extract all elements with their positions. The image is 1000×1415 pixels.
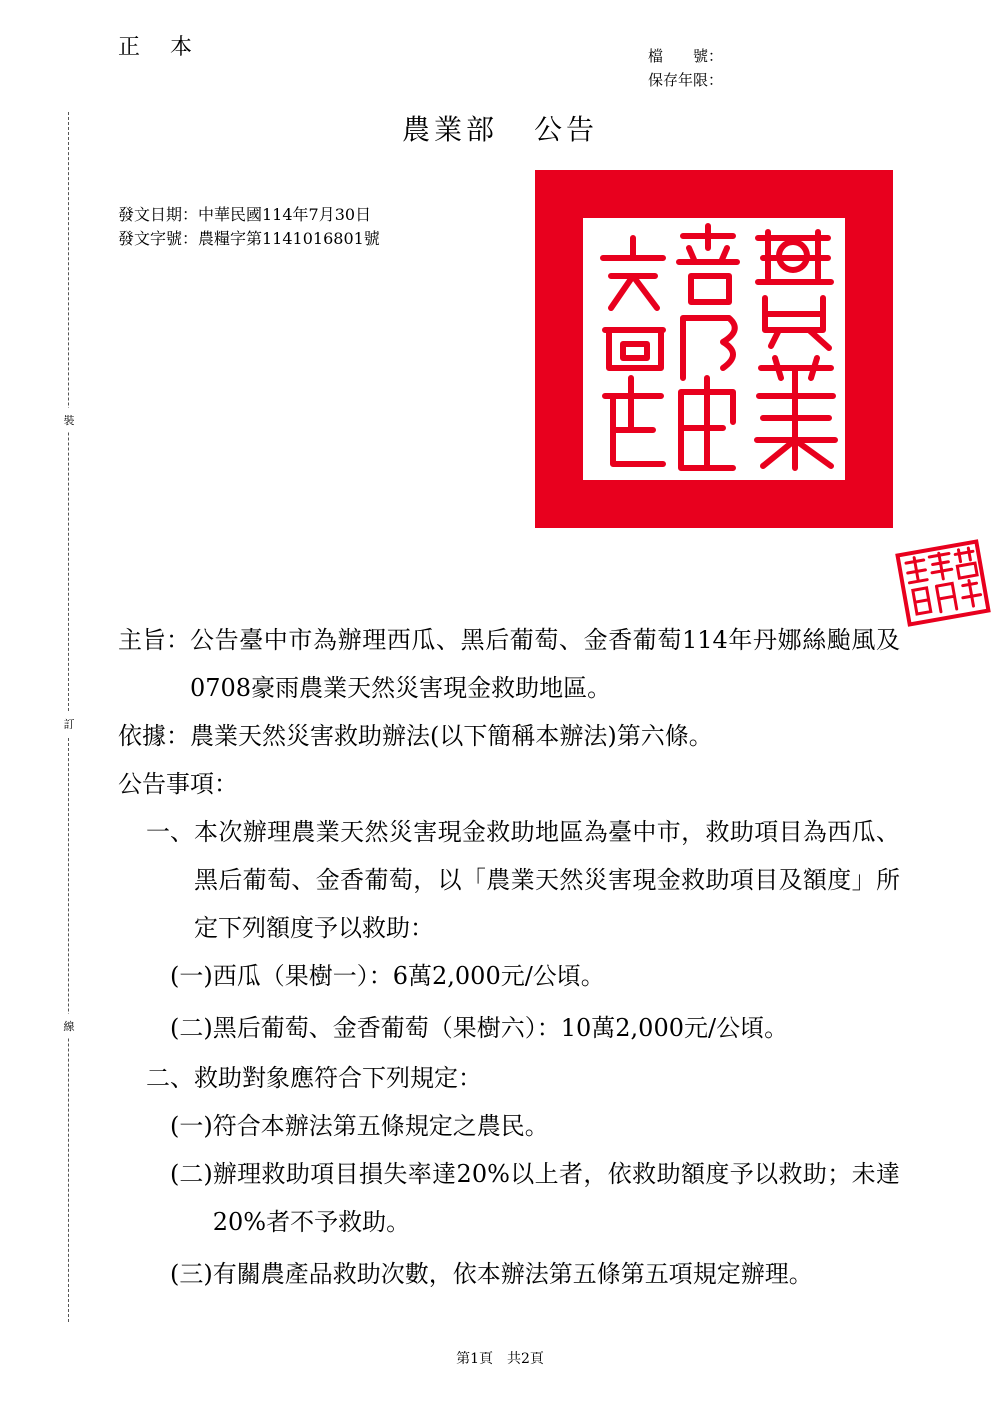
retention-row xyxy=(648,68,723,92)
subject-label: 主旨： xyxy=(118,626,190,654)
issue-info xyxy=(118,203,380,251)
notice-label: 公告事項： xyxy=(118,770,238,798)
notice-item-2-3-text: 有關農產品救助次數，依本辦法第五條第五項規定辦理。 xyxy=(212,1260,813,1288)
copy-mark: 正本 xyxy=(118,35,223,60)
notice-item-2-text: 救助對象應符合下列規定： xyxy=(194,1064,482,1092)
notice-item-1-1 xyxy=(170,952,900,1000)
notice-item-2-2-number: (二) xyxy=(170,1160,213,1188)
basis-label: 依據： xyxy=(118,722,190,750)
page-number: 第1頁 共2頁 xyxy=(456,1351,544,1367)
binding-mark-ding: 訂 xyxy=(62,712,76,736)
notice-item-1-2-text: 黑后葡萄、金香葡萄（果樹六）：10萬2,000元/公頃。 xyxy=(212,1014,789,1042)
file-meta xyxy=(648,44,723,92)
official-seal-glyphs xyxy=(583,218,845,480)
file-number-row xyxy=(648,44,723,68)
notice-item-2-1-number: (一) xyxy=(170,1112,213,1140)
official-seal-face xyxy=(583,218,845,480)
subject-section xyxy=(118,616,900,712)
file-number-label: 檔 號： xyxy=(648,47,724,65)
notice-item-1-1-number: (一) xyxy=(170,962,213,990)
notice-item-1-text: 本次辦理農業天然災害現金救助地區為臺中市，救助項目為西瓜、黑后葡萄、金香葡萄，以「農業天然災害現金救助項目及額度」所定下列額度予以救助： xyxy=(194,818,900,942)
notice-item-2-2-text: 辦理救助項目損失率達20%以上者，依救助額度予以救助；未達20%者不予救助。 xyxy=(212,1160,900,1236)
notice-item-1 xyxy=(146,808,900,952)
issue-number: 發文字號：農糧字第1141016801號 xyxy=(118,229,380,248)
binding-mark-zhuang: 裝 xyxy=(62,408,76,432)
notice-item-1-number: 一、 xyxy=(146,818,194,846)
basis-section xyxy=(118,712,900,760)
official-seal xyxy=(535,170,893,528)
minister-seal-glyphs xyxy=(894,538,992,628)
binding-mark-xian: 線 xyxy=(62,1014,76,1038)
notice-item-2-3-number: (三) xyxy=(170,1260,213,1288)
issue-date: 發文日期：中華民國114年7月30日 xyxy=(118,205,372,224)
retention-label: 保存年限： xyxy=(648,71,724,89)
notice-item-2-1 xyxy=(170,1102,900,1150)
notice-item-1-1-text: 西瓜（果樹一）：6萬2,000元/公頃。 xyxy=(212,962,605,990)
basis-text: 農業天然災害救助辦法(以下簡稱本辦法)第六條。 xyxy=(190,722,713,750)
notice-item-2-2 xyxy=(170,1150,900,1246)
notice-item-2-number: 二、 xyxy=(146,1064,194,1092)
notice-item-2-1-text: 符合本辦法第五條規定之農民。 xyxy=(212,1112,549,1140)
title-agency: 農業部 xyxy=(401,113,498,146)
notice-item-2 xyxy=(146,1054,900,1102)
notice-item-1-2 xyxy=(170,1004,900,1052)
title-type: 公告 xyxy=(534,113,599,146)
notice-item-1-2-number: (二) xyxy=(170,1014,213,1042)
subject-text: 公告臺中市為辦理西瓜、黑后葡萄、金香葡萄114年丹娜絲颱風及0708豪雨農業天然災害現金救助地區。 xyxy=(190,626,900,702)
document-title xyxy=(0,108,1000,148)
notice-item-2-3 xyxy=(170,1250,900,1298)
minister-seal xyxy=(894,538,992,628)
